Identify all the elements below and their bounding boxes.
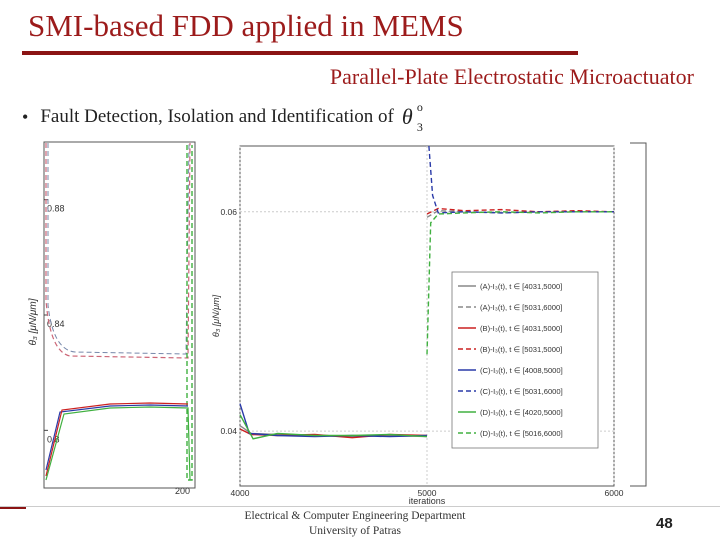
right-ytick-label: 0.06 <box>220 206 237 217</box>
page-number: 48 <box>656 515 673 532</box>
footer-line1: Electrical & Computer Engineering Department <box>244 510 466 522</box>
bullet-text: Fault Detection, Isolation and Identification of <box>40 106 394 127</box>
theta-superscript: o <box>416 100 423 114</box>
right-ylabel: θ₃ [μN/μm] <box>211 294 221 338</box>
legend-label-0: (A)-I₃(t), t ∈ [4031,5000] <box>480 282 563 291</box>
legend-label-7: (D)-I₃(t), t ∈ [5016,6000] <box>480 429 563 438</box>
right-ytick-label: 0.04 <box>220 426 237 437</box>
left-ytick-label: 0.88 <box>47 203 65 214</box>
bullet-dot-icon: • <box>22 106 29 127</box>
legend-box <box>452 272 598 448</box>
legend-label-6: (D)-I₃(t), t ∈ [4020,5000] <box>480 408 563 417</box>
left-ylabel: θ₃ [μN/μm] <box>28 298 39 346</box>
left-xtick-label: 200 <box>174 486 190 496</box>
footer <box>0 506 720 541</box>
legend-label-5: (C)-I₃(t), t ∈ [5031,6000] <box>480 387 563 396</box>
left-plot-frame <box>44 142 195 488</box>
footer-affiliation <box>230 509 480 539</box>
theta-subscript: 3 <box>416 120 423 134</box>
right-xtick-label: 4000 <box>230 488 250 498</box>
theta-letter: θ <box>401 104 413 129</box>
right-xlabel: iterations <box>408 496 446 506</box>
footer-accent <box>0 507 26 509</box>
slide-subtitle: Parallel-Plate Electrostatic Microactuator <box>329 64 694 89</box>
right-xtick-label: 5000 <box>417 488 437 498</box>
left-ytick-label: 0.8 <box>47 434 60 445</box>
legend-label-1: (A)-I₃(t), t ∈ [5031,6000] <box>480 303 563 312</box>
footer-line2: University of Patras <box>309 525 401 537</box>
right-xtick-label: 6000 <box>604 488 624 498</box>
legend-label-2: (B)-I₃(t), t ∈ [4031,5000] <box>480 324 563 333</box>
legend-label-4: (C)-I₃(t), t ∈ [4008,5000] <box>480 366 563 375</box>
right-cropped-frame <box>630 143 646 486</box>
legend-label-3: (B)-I₃(t), t ∈ [5031,5000] <box>480 345 563 354</box>
slide-title: SMI-based FDD applied in MEMS <box>28 8 464 43</box>
left-ytick-label: 0.84 <box>47 319 65 329</box>
